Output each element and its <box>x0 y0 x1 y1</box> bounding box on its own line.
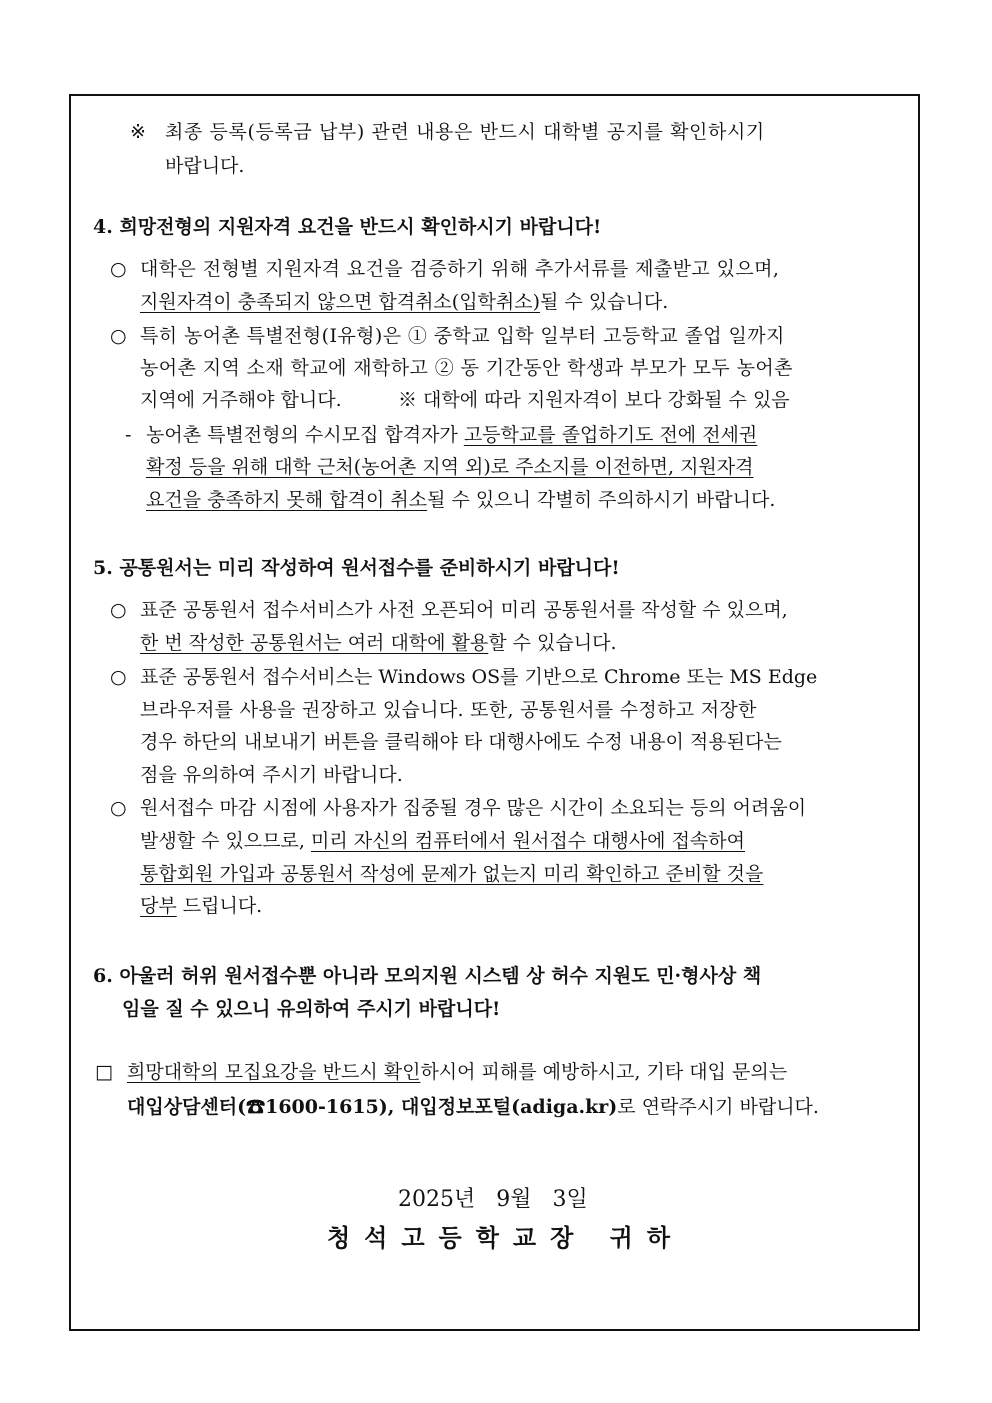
underlined-text: 요건을 충족하지 못해 합격이 취소 <box>146 489 428 511</box>
s5-b2-line: 경우 하단의 내보내기 버튼을 클릭해야 타 대행사에도 수정 내용이 적용된다는 <box>140 731 782 753</box>
text: 드립니다. <box>176 895 263 917</box>
signature: 청석고등학교장 귀하 <box>327 1223 685 1252</box>
underlined-text: 미리 자신의 컴퓨터에서 원서접수 대행사에 접속하여 <box>311 830 745 852</box>
underlined-text: 당부 <box>140 895 177 917</box>
section-6-title-cont: 임을 질 수 있으니 유의하여 주시기 바랍니다! <box>122 998 501 1020</box>
underlined-text: 희망대학의 모집요강을 반드시 확인 <box>127 1061 421 1083</box>
bullet-circle: ○ <box>110 599 127 621</box>
contact-info: 대입상담센터(☎1600-1615), 대입정보포털(adiga.kr) <box>127 1096 618 1118</box>
s5-b1-line <box>140 630 617 656</box>
s5-b2-line: 표준 공통원서 접수서비스는 Windows OS를 기반으로 Chrome 또는 MS Edge <box>140 666 818 688</box>
s5-b3-line: 통합회원 가입과 공통원서 작성에 문제가 없는지 미리 확인하고 준비할 것을 <box>140 863 764 885</box>
s5-b1-line: 표준 공통원서 접수서비스가 사전 오픈되어 미리 공통원서를 작성할 수 있으며, <box>140 599 788 621</box>
checkbox-mark: □ <box>95 1061 113 1083</box>
s4-b1-line: 대학은 전형별 지원자격 요건을 검증하기 위해 추가서류를 제출받고 있으며, <box>140 258 780 280</box>
underlined-text: 고등학교를 졸업하기도 전에 전세권 <box>463 424 758 446</box>
dash-mark: - <box>125 424 132 446</box>
s4-b2-line: 농어촌 지역 소재 학교에 재학하고 ② 동 기간동안 학생과 부모가 모두 농어촌 <box>140 357 793 379</box>
bullet-circle: ○ <box>110 666 127 688</box>
s5-b2-line: 브라우저를 사용을 권장하고 있습니다. 또한, 공통원서를 수정하고 저장한 <box>140 699 757 721</box>
top-note-line: 최종 등록(등록금 납부) 관련 내용은 반드시 대학별 공지를 확인하시기 <box>165 121 765 143</box>
s4-b2-line: 특히 농어촌 특별전형(I유형)은 ① 중학교 입학 일부터 고등학교 졸업 일까지 <box>140 325 785 347</box>
s4-d1-line <box>146 487 775 513</box>
s5-b2-line: 점을 유의하여 주시기 바랍니다. <box>140 764 403 786</box>
s4-d1-line <box>146 422 757 448</box>
text: 할 수 있습니다. <box>488 632 617 654</box>
section-6-title: 6. 아울러 허위 원서접수뿐 아니라 모의지원 시스템 상 허수 지원도 민·형사상 책 <box>93 965 762 987</box>
underlined-text: 한 번 작성한 공통원서는 여러 대학에 활용 <box>140 632 489 654</box>
top-note-line: 바랍니다. <box>165 155 245 177</box>
s5-b3-line <box>140 893 262 919</box>
closing-line <box>127 1094 819 1120</box>
text: 농어촌 특별전형의 수시모집 합격자가 <box>146 424 464 446</box>
text: 발생할 수 있으므로, <box>140 830 311 852</box>
closing-line <box>127 1059 787 1085</box>
text: 하시어 피해를 예방하시고, 기타 대입 문의는 <box>420 1061 788 1083</box>
text: 될 수 있으니 각별히 주의하시기 바랍니다. <box>427 489 776 511</box>
bullet-circle: ○ <box>110 797 127 819</box>
text: 로 연락주시기 바랍니다. <box>617 1096 819 1118</box>
bullet-circle: ○ <box>110 325 127 347</box>
section-4-title: 4. 희망전형의 지원자격 요건을 반드시 확인하시기 바랍니다! <box>93 216 602 238</box>
reference-mark: ※ <box>130 121 146 143</box>
s5-b3-line: 원서접수 마감 시점에 사용자가 집중될 경우 많은 시간이 소요되는 등의 어려움이 <box>140 797 807 819</box>
s5-b3-line <box>140 828 745 854</box>
s4-d1-line: 확정 등을 위해 대학 근처(농어촌 지역 외)로 주소지를 이전하면, 지원자격 <box>146 456 754 478</box>
s4-b2-line: 지역에 거주해야 합니다. <box>140 389 342 411</box>
underlined-text: 지원자격이 충족되지 않으면 합격취소(입학취소) <box>140 291 541 313</box>
s4-b2-note: ※ 대학에 따라 지원자격이 보다 강화될 수 있음 <box>398 389 790 411</box>
document-date: 2025년 9월 3일 <box>398 1187 588 1212</box>
section-5-title: 5. 공통원서는 미리 작성하여 원서접수를 준비하시기 바랍니다! <box>93 557 620 579</box>
s4-b1-line <box>140 289 668 315</box>
text: 될 수 있습니다. <box>540 291 669 313</box>
bullet-circle: ○ <box>110 258 127 280</box>
